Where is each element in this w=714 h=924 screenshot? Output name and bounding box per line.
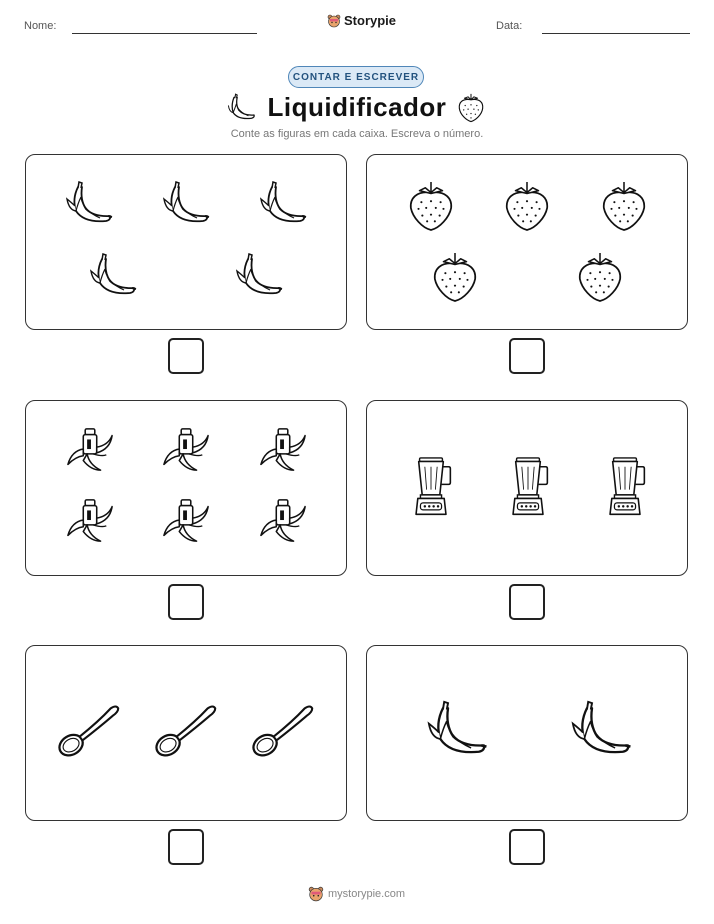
name-line[interactable] [72, 33, 257, 34]
answer-box-1[interactable] [168, 338, 204, 374]
blender-blade-icon [162, 426, 210, 474]
strawberry-icon [600, 179, 648, 233]
spoon-icon [56, 702, 122, 760]
bear-icon [308, 886, 324, 902]
brand-logo [327, 13, 396, 28]
strawberry-icon [431, 250, 479, 304]
blender-blade-icon [66, 497, 114, 545]
banana-icon [88, 251, 138, 301]
count-box-5 [25, 645, 347, 821]
count-box-3 [25, 400, 347, 576]
blender-blade-icon [162, 497, 210, 545]
answer-box-2[interactable] [509, 338, 545, 374]
spoon-icon [250, 702, 316, 760]
blender-icon [603, 455, 647, 519]
footer [308, 886, 405, 902]
answer-box-4[interactable] [509, 584, 545, 620]
bear-icon [327, 14, 341, 28]
strawberry-icon [576, 250, 624, 304]
page-title: Liquidificador [267, 92, 447, 122]
strawberry-icon [407, 179, 455, 233]
blender-blade-icon [259, 426, 307, 474]
banana-icon [425, 698, 489, 762]
footer-url[interactable]: mystorypie.com [328, 888, 406, 900]
date-label: Data: [496, 20, 523, 32]
strawberry-icon [456, 91, 486, 123]
banana-icon [258, 179, 308, 229]
blender-blade-icon [259, 497, 307, 545]
blender-icon [506, 455, 550, 519]
activity-badge: CONTAR E ESCREVER [288, 66, 424, 88]
answer-box-6[interactable] [509, 829, 545, 865]
count-box-4 [366, 400, 688, 576]
banana-icon [234, 251, 284, 301]
instructions: Conte as figuras em cada caixa. Escreva o número. [230, 128, 484, 140]
blender-blade-icon [66, 426, 114, 474]
banana-icon [64, 179, 114, 229]
strawberry-icon [503, 179, 551, 233]
name-label: Nome: [24, 20, 57, 32]
date-line[interactable] [542, 33, 690, 34]
brand-name: Storypie [344, 13, 397, 28]
spoon-icon [153, 702, 219, 760]
blender-icon [409, 455, 453, 519]
count-box-2 [366, 154, 688, 330]
count-box-6 [366, 645, 688, 821]
banana-icon [161, 179, 211, 229]
answer-box-5[interactable] [168, 829, 204, 865]
banana-icon [569, 698, 633, 762]
count-box-1 [25, 154, 347, 330]
answer-box-3[interactable] [168, 584, 204, 620]
